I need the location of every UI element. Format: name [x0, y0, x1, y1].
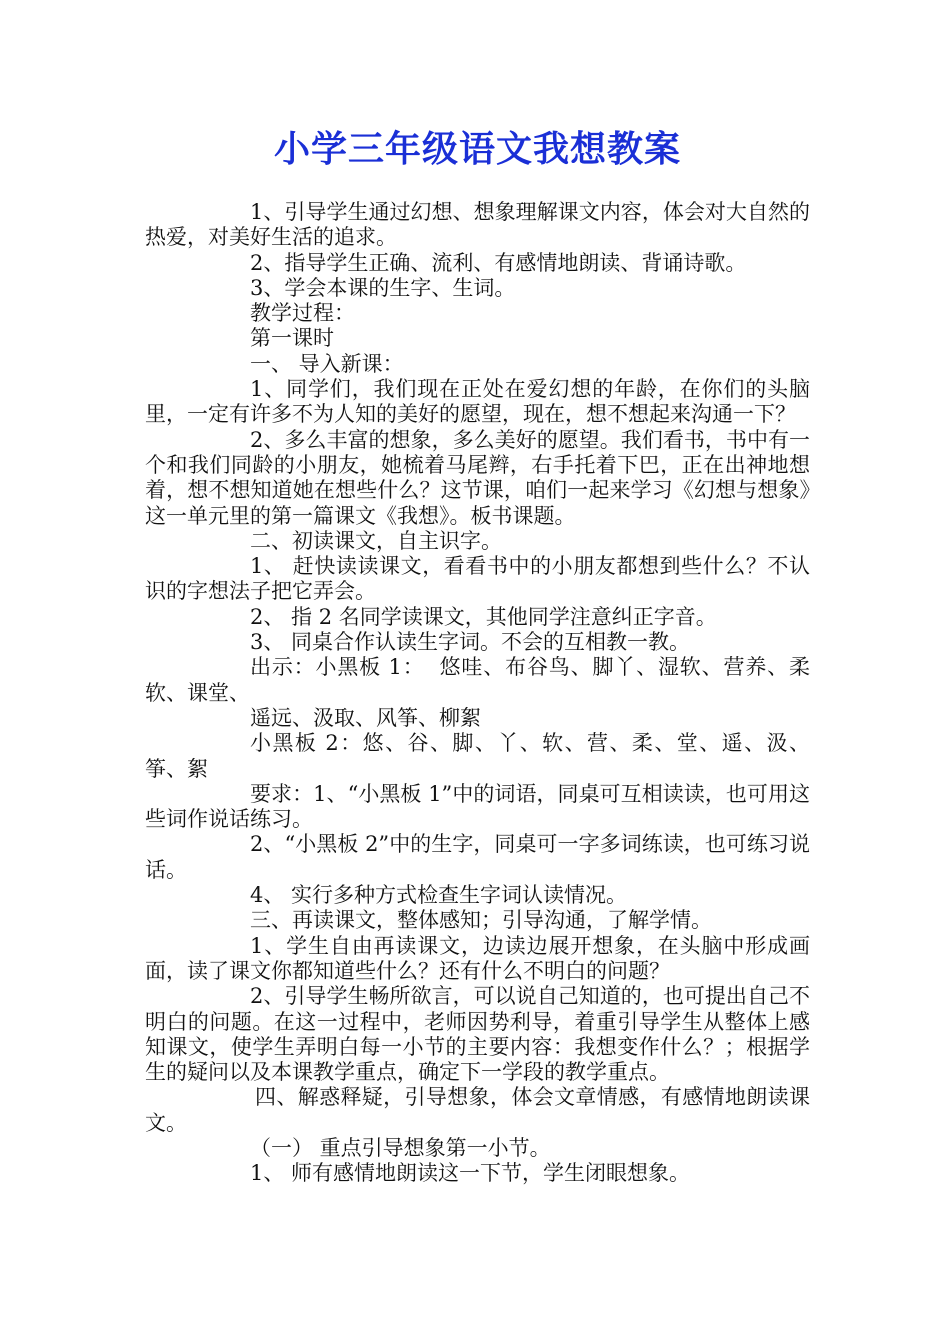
- paragraph: （一） 重点引导想象第一小节。: [250, 1135, 551, 1160]
- paragraph: 小黑板 2：悠、谷、脚、丫、软、营、柔、堂、遥、汲、筝、絮: [145, 731, 810, 781]
- paragraph: 1、引导学生通过幻想、想象理解课文内容，体会对大自然的热爱，对美好生活的追求。: [145, 200, 810, 250]
- paragraph: 1、 赶快读读课文，看看书中的小朋友都想到些什么？不认识的字想法子把它弄会。: [145, 554, 810, 604]
- paragraph: 1、同学们，我们现在正处在爱幻想的年龄，在你们的头脑里，一定有许多不为人知的美好的愿望，现在，想不想起来沟通一下？: [145, 377, 810, 427]
- paragraph: 1、学生自由再读课文，边读边展开想象，在头脑中形成画面，读了课文你都知道些什么？还有什么不明白的问题？: [145, 933, 810, 983]
- paragraph: 3、 同桌合作认读生字词。不会的互相教一教。: [250, 630, 691, 655]
- paragraph: 2、指导学生正确、流利、有感情地朗读、背诵诗歌。: [250, 250, 747, 275]
- paragraph: 2、多么丰富的想象，多么美好的愿望。我们看书，书中有一个和我们同龄的小朋友，她梳着马尾辫，右手托着下巴，正在出神地想着，想不想知道她在想些什么？这节课，咱们一起来学习《幻想与想象》这一单元里的第一篇课文《我想》。板书课题。: [145, 427, 810, 528]
- paragraph: 四、解惑释疑，引导想象，体会文章情感，有感情地朗读课文。: [145, 1085, 810, 1135]
- paragraph: 三、再读课文，整体感知；引导沟通，了解学情。: [250, 908, 712, 933]
- paragraph: 教学过程：: [250, 301, 355, 326]
- paragraph: 3、学会本课的生字、生词。: [250, 275, 516, 300]
- paragraph: 二、初读课文，自主识字。: [250, 528, 502, 553]
- paragraph: 第一课时: [250, 326, 334, 351]
- paragraph: 4、 实行多种方式检查生字词认读情况。: [250, 883, 628, 908]
- paragraph: 一、 导入新课：: [250, 351, 404, 376]
- document-page: [145, 118, 810, 1187]
- document-title: 小学三年级语文我想教案: [273, 129, 681, 170]
- paragraph: 1、 师有感情地朗读这一下节，学生闭眼想象。: [250, 1161, 691, 1186]
- paragraph: 2、引导学生畅所欲言，可以说自己知道的，也可提出自己不明白的问题。在这一过程中，老师因势利导，着重引导学生从整体上感知课文，使学生弄明白每一小节的主要内容：我想变作什么？；根据学生的疑问以及本课教学重点，确定下一学段的教学重点。: [145, 984, 810, 1085]
- paragraph: 遥远、汲取、风筝、柳絮: [250, 705, 481, 730]
- paragraph: 2、 指 2 名同学读课文，其他同学注意纠正字音。: [250, 604, 717, 629]
- paragraph: 2、“小黑板 2”中的生字，同桌可一字多词练读，也可练习说话。: [145, 832, 810, 882]
- paragraph: 出示：小黑板 1： 悠哇、布谷鸟、脚丫、湿软、营养、柔软、课堂、: [145, 655, 810, 705]
- paragraph: 要求：1、“小黑板 1”中的词语，同桌可互相读读，也可用这些词作说话练习。: [145, 781, 810, 832]
